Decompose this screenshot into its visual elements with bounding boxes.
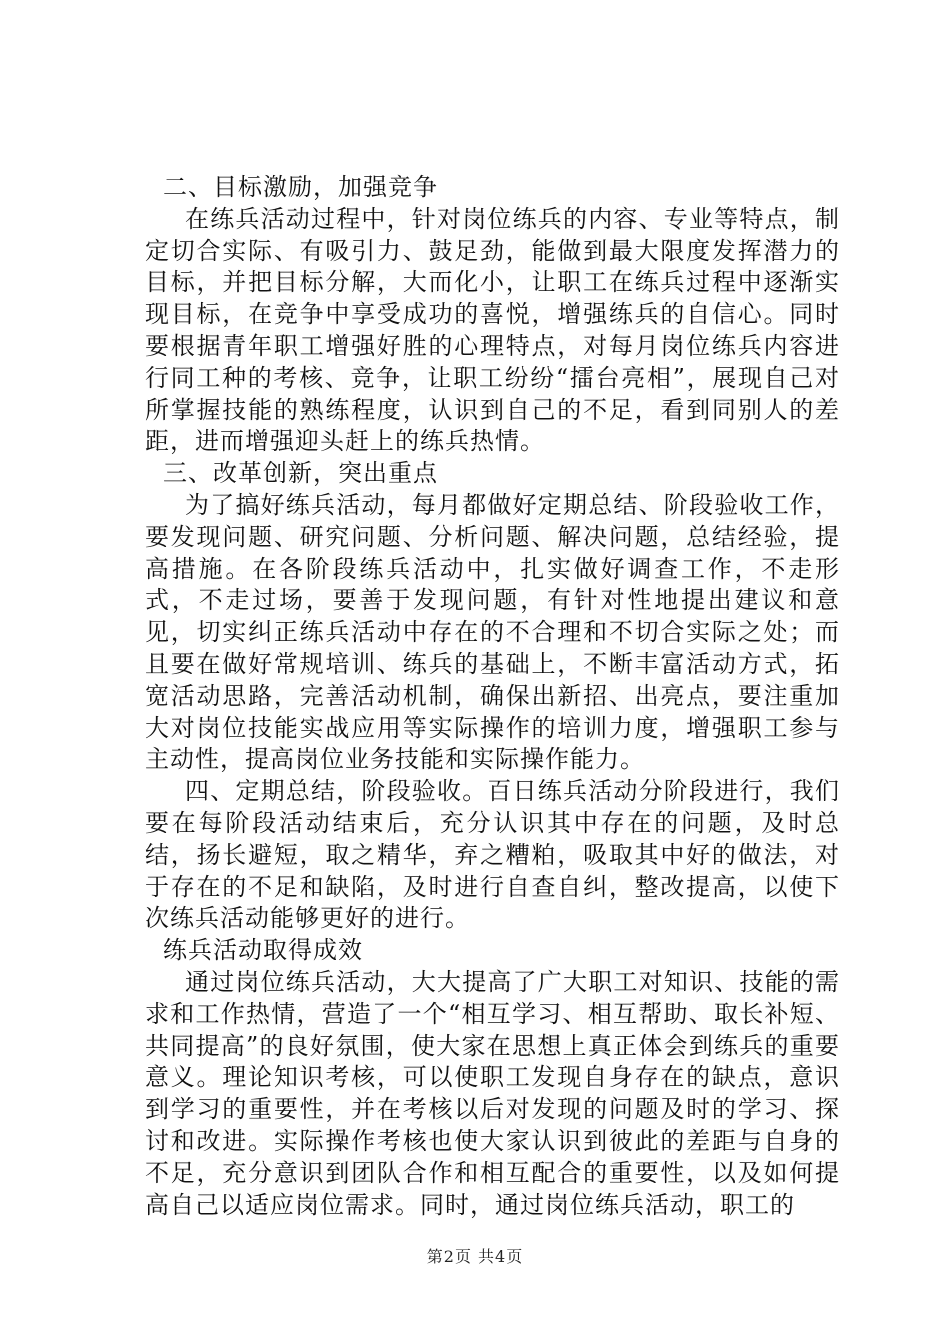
section-heading-reform-innovation: 三、改革创新，突出重点 bbox=[163, 459, 438, 488]
section-heading-goal-incentive: 二、目标激励，加强竞争 bbox=[163, 173, 438, 201]
paragraph-reform-innovation: 为了搞好练兵活动，每月都做好定期总结、阶段验收工作，要发现问题、研究问题、分析问题、解决问题，总结经验，提高措施。在各阶段练兵活动中，扎实做好调查工作，不走形式，不走过场，要善于发现问题，有针对性地提出建议和意见，切实纠正练兵活动中存在的不合理和不切合实际之处；而且要在做好常规培训、练兵的基础上，不断丰富活动方式，拓宽活动思路，完善活动机制，确保出新招、出亮点，要注重加大对岗位技能实战应用等实际操作的培训力度，增强职工参与主动性，提高岗位业务技能和实际操作能力。 bbox=[145, 490, 840, 774]
paragraph-goal-incentive: 在练兵活动过程中，针对岗位练兵的内容、专业等特点，制定切合实际、有吸引力、鼓足劲，能做到最大限度发挥潜力的目标，并把目标分解，大而化小，让职工在练兵过程中逐渐实现目标，在竞争中享受成功的喜悦，增强练兵的自信心。同时要根据青年职工增强好胜的心理特点，对每月岗位练兵内容进行同工种的考核、竞争，让职工纷纷“擂台亮相”，展现自己对所掌握技能的熟练程度，认识到自己的不足，看到同别人的差距，进而增强迎头赶上的练兵热情。 bbox=[145, 204, 840, 456]
page-number-footer: 第2页 共4页 bbox=[426, 1247, 524, 1266]
paragraph-results: 通过岗位练兵活动，大大提高了广大职工对知识、技能的需求和工作热情，营造了一个“相互学习、相互帮助、取长补短、共同提高”的良好氛围，使大家在思想上真正体会到练兵的重要意义。理论知识考核，可以使职工发现自身存在的缺点，意识到学习的重要性，并在考核以后对发现的问题及时的学习、探讨和改进。实际操作考核也使大家认识到彼此的差距与自身的不足，充分意识到团队合作和相互配合的重要性，以及如何提高自己以适应岗位需求。同时，通过岗位练兵活动，职工的 bbox=[145, 967, 840, 1219]
paragraph-periodic-summary: 四、定期总结，阶段验收。百日练兵活动分阶段进行，我们要在每阶段活动结束后，充分认识其中存在的问题，及时总结，扬长避短，取之精华，弃之糟粕，吸取其中好的做法，对于存在的不足和缺陷，及时进行自查自纠，整改提高，以使下次练兵活动能够更好的进行。 bbox=[145, 777, 840, 933]
section-heading-results: 练兵活动取得成效 bbox=[163, 936, 363, 965]
document-body bbox=[145, 172, 840, 1221]
